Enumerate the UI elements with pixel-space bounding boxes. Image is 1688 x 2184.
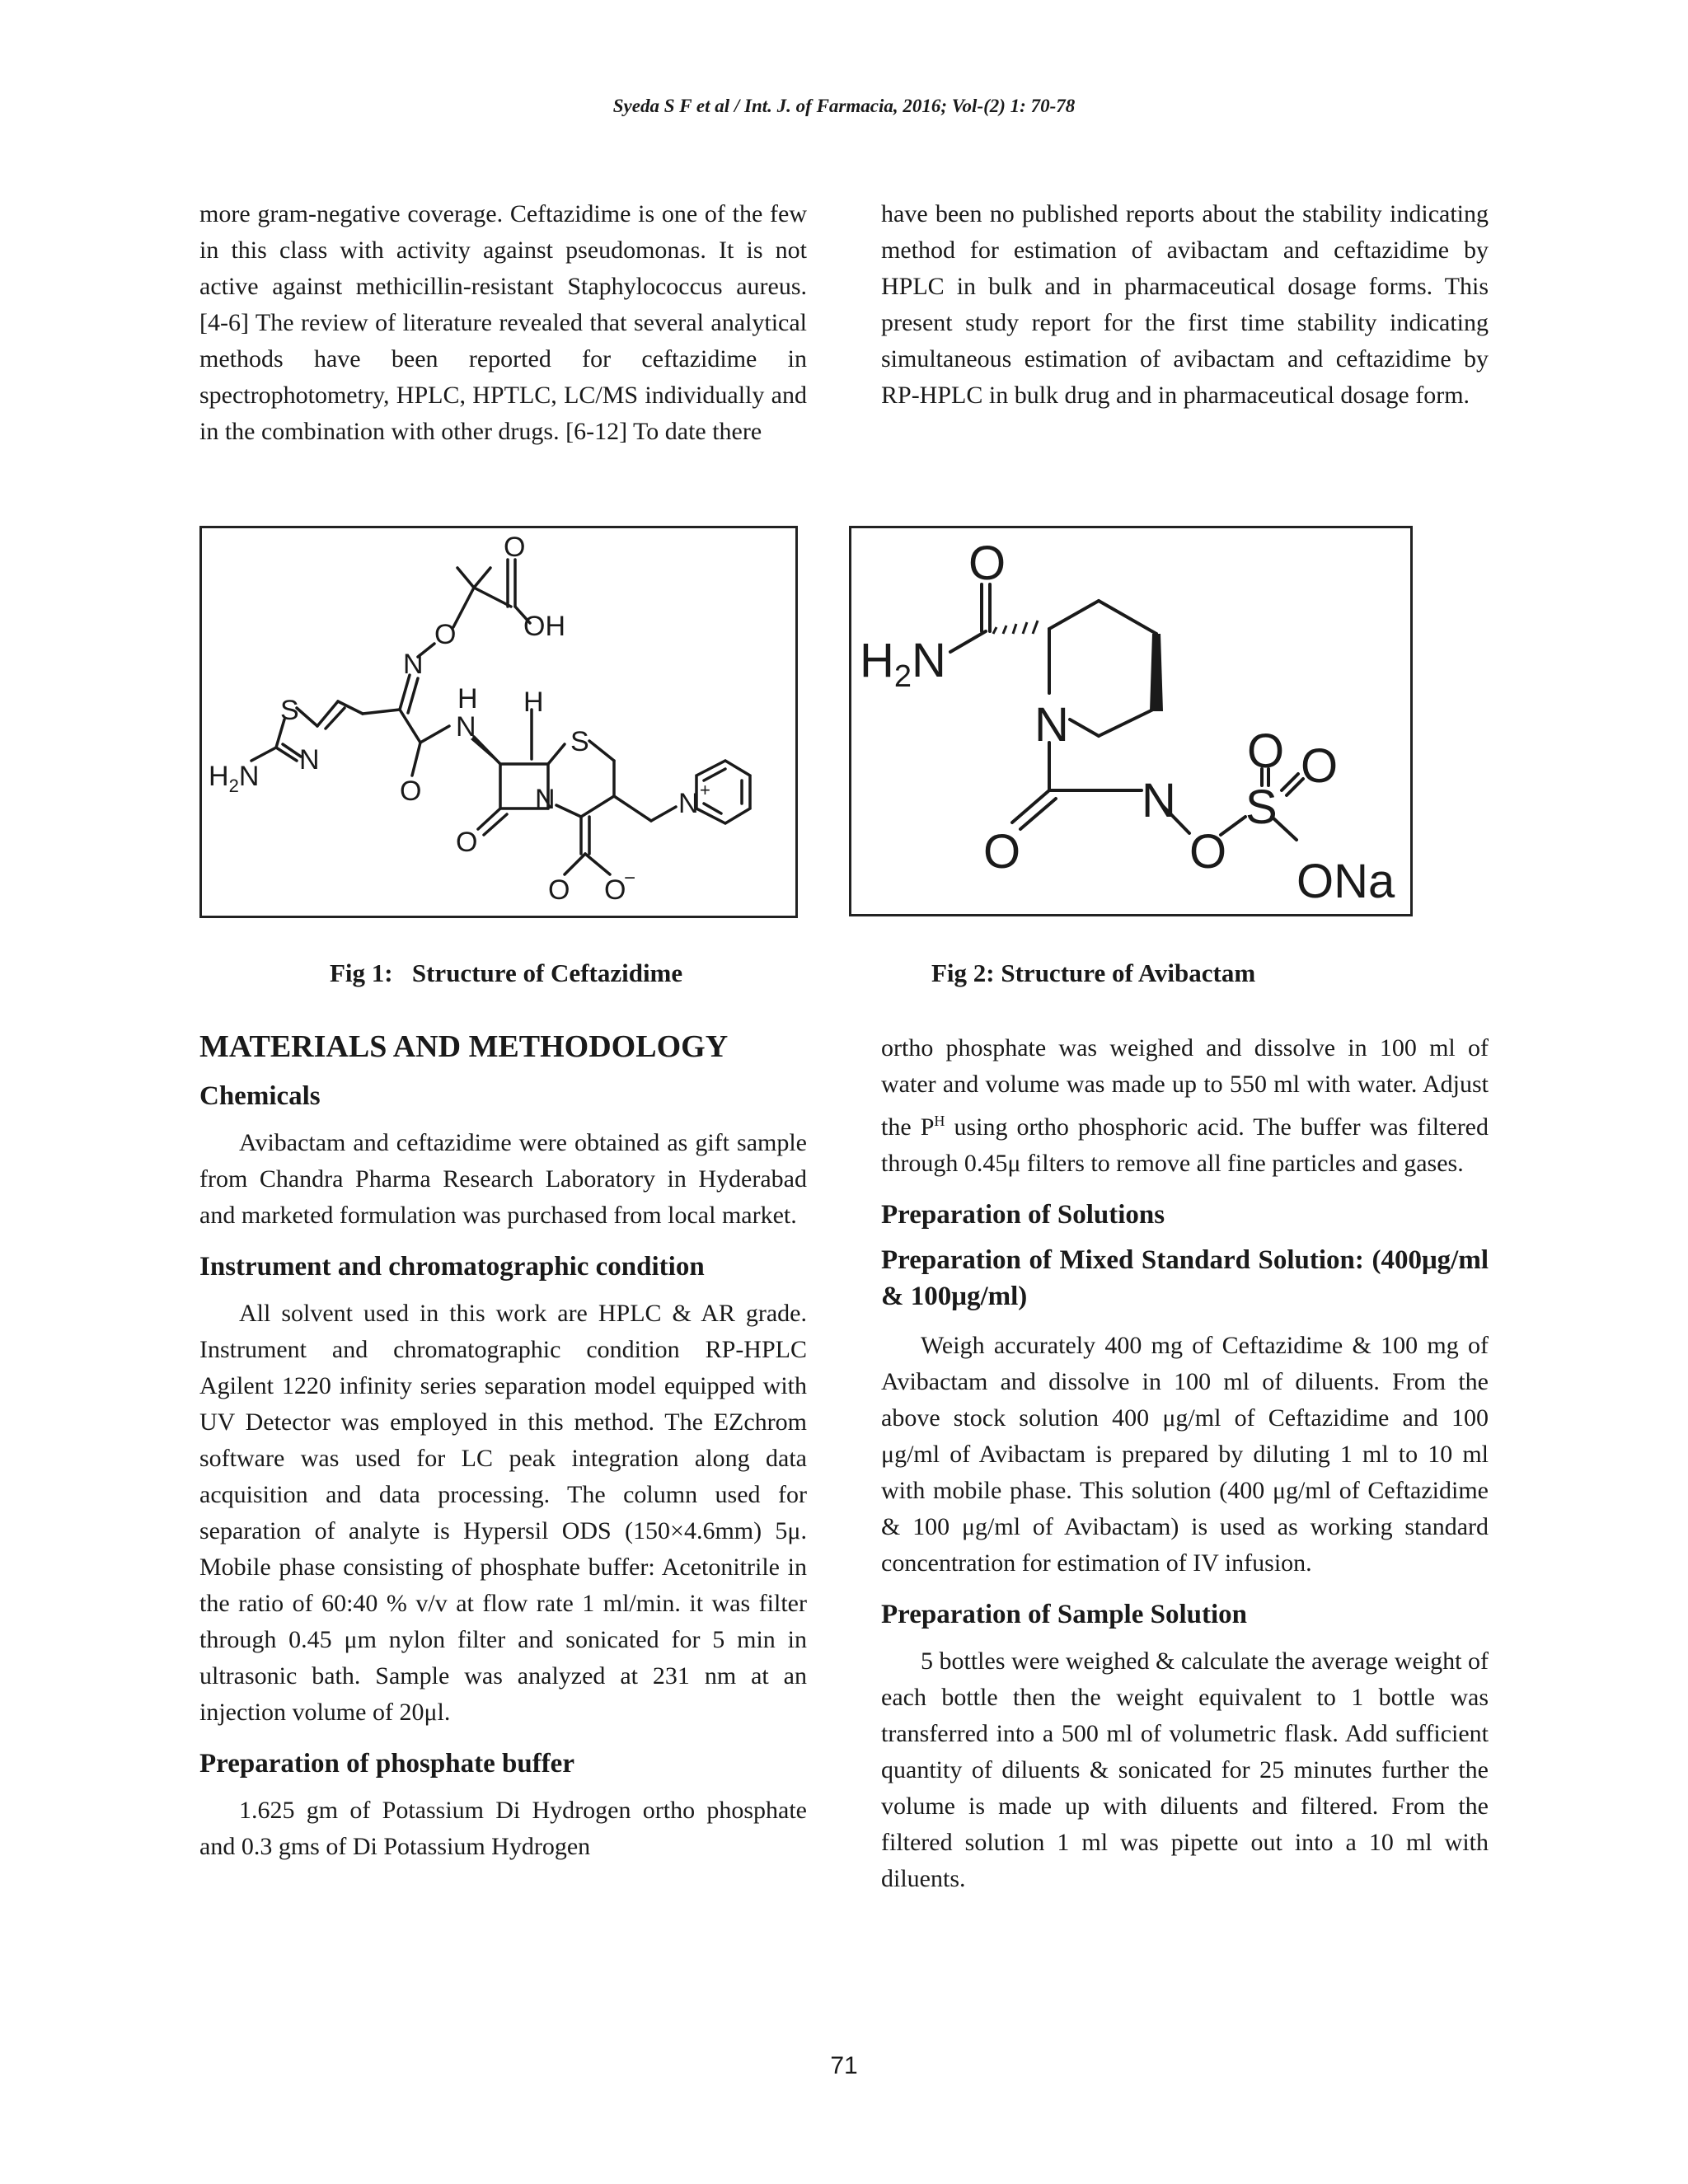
fig2-atom-n1: N <box>1034 698 1069 752</box>
instrument-paragraph: All solvent used in this work are HPLC & AR grade. Instrument and chromatographic condition RP-HPLC Agilent 1220 infinity series separation model equipped with UV Detector was employed in this method. The EZchrom software was used for LC peak integration along data acquisition and data processing. The column used for separation of analyte is Hypersil ODS (150×4.6mm) 5μ. Mobile phase consisting of phosphate buffer: Acetonitrile in the ratio of 60:40 % v/v at flow rate 1 ml/min. it was filter through 0.45 μm nylon filter and sonicated for 5 min in ultrasonic bath. Sample was analyzed at 231 nm at an injection volume of 20μl. <box>199 1300 807 1726</box>
fig2-atom-ona: ONa <box>1296 855 1395 908</box>
mixed-standard-heading: Preparation of Mixed Standard Solution: (400μg/ml & 100μg/ml) <box>881 1245 1489 1311</box>
fig2-atom-o-top: O <box>968 537 1006 590</box>
fig2-atom-o-sulfonyl-1: O <box>1247 724 1285 778</box>
fig1-atom-h-bridge: H <box>523 687 544 718</box>
fig2-atom-o-sulfonyl-2: O <box>1301 739 1339 793</box>
fig1-atom-n-lactam: N <box>535 784 556 815</box>
chemicals-paragraph: Avibactam and ceftazidime were obtained as gift sample from Chandra Pharma Research Laboratory in Hyderabad and marketed formulation was purchased from local market. <box>199 1129 807 1229</box>
phosphate-buffer-paragraph: 1.625 gm of Potassium Di Hydrogen ortho phosphate and 0.3 gms of Di Potassium Hydrogen <box>199 1797 807 1860</box>
intro-paragraph-right: have been no published reports about the stability indicating method for estimation of avibactam and ceftazidime by HPLC in bulk and in pharmaceutical dosage forms. This present study report for the first time stability indicating simultaneous estimation of avibactam and ceftazidime by RP-HPLC in bulk drug and in pharmaceutical dosage form. <box>881 200 1489 409</box>
fig1-atom-h-nh: H <box>457 683 478 715</box>
fig1-atom-o-amide: O <box>400 776 422 807</box>
buffer-continued-part-1: ortho phosphate was weighed and dissolve in 100 ml of water and volume was made up to 550 ml with water. Adjust the P <box>881 1034 1489 1141</box>
sample-solution-heading: Preparation of Sample Solution <box>881 1600 1248 1629</box>
fig1-amine-group <box>209 761 259 796</box>
fig1-atom-o-carboxylate-1: O <box>548 874 570 906</box>
fig1-atom-o-top: O <box>504 532 526 563</box>
intro-left-column <box>199 196 807 450</box>
phosphate-buffer-continued <box>881 1030 1489 1182</box>
fig1-atom-n-amide: N <box>456 711 476 743</box>
fig1-amine-h: H <box>209 761 229 792</box>
figure-ceftazidime <box>199 526 798 918</box>
fig2-amine-subscript: 2 <box>893 659 912 694</box>
fig1-atom-n-thiazole: N <box>299 744 320 776</box>
fig1-atom-n-pyridinium: N <box>678 788 699 819</box>
fig2-amine-n: N <box>912 634 946 687</box>
fig2-atom-o-carbonyl: O <box>983 825 1021 879</box>
fig1-amine-n: N <box>238 761 260 792</box>
buffer-continued-part-2: using ortho phosphoric acid. The buffer was filtered through 0.45μ filters to remove all fine particles and gases. <box>881 1113 1489 1177</box>
fig1-atom-o-lactam: O <box>456 827 478 858</box>
fig2-atom-s: S <box>1245 780 1278 834</box>
intro-right-column <box>881 196 1489 414</box>
page-number: 71 <box>830 2052 858 2079</box>
running-header: Syeda S F et al / Int. J. of Farmacia, 2016; Vol-(2) 1: 70-78 <box>612 96 1076 116</box>
methods-left-column <box>199 1029 807 1865</box>
fig2-atom-n2: N <box>1142 774 1176 827</box>
sample-solution-paragraph: 5 bottles were weighed & calculate the average weight of each bottle then the weight equivalent to 1 bottle was transferred into a 500 ml of volumetric flask. Add sufficient quantity of diluents & sonicated for 25 minutes further the volume is made up with diluents and filtered. From the filtered solution 1 ml was pipette out into a 10 ml with diluents. <box>881 1647 1489 1892</box>
ceftazidime-structure-diagram <box>202 528 795 916</box>
fig1-minus-charge: − <box>624 867 636 889</box>
phosphate-buffer-heading: Preparation of phosphate buffer <box>199 1749 574 1779</box>
fig1-atom-s-thiazole: S <box>280 695 299 726</box>
fig1-atom-oh: OH <box>523 611 565 642</box>
instrument-heading: Instrument and chromatographic condition <box>199 1252 705 1282</box>
avibactam-structure-diagram <box>851 528 1410 914</box>
ph-superscript: H <box>934 1113 945 1129</box>
fig2-atom-o-link: O <box>1189 825 1227 879</box>
fig1-atom-o-ether: O <box>434 619 457 650</box>
fig1-atom-n-oxime: N <box>403 649 424 680</box>
materials-methodology-heading: MATERIALS AND METHODOLOGY <box>199 1029 729 1064</box>
fig1-atom-s-ring: S <box>570 726 589 757</box>
chemicals-heading: Chemicals <box>199 1081 321 1111</box>
fig2-amine-h: H <box>860 634 894 687</box>
figure-2-caption: Fig 2: Structure of Avibactam <box>931 958 1256 987</box>
fig2-amine-group <box>860 634 946 694</box>
fig1-atom-o-carboxylate-2: O <box>604 874 626 906</box>
figure-avibactam <box>849 526 1413 916</box>
methods-right-column <box>881 1030 1489 1897</box>
figure-1-caption: Fig 1: Structure of Ceftazidime <box>330 958 683 987</box>
fig1-amine-subscript: 2 <box>228 776 239 796</box>
mixed-standard-paragraph: Weigh accurately 400 mg of Ceftazidime & 100 mg of Avibactam and dissolve in 100 ml of diluents. From the above stock solution 400 μg/ml of Ceftazidime and 100 μg/ml of Avibactam is prepared by diluting 1 ml to 10 ml with mobile phase. This solution (400 μg/ml of Ceftazidime & 100 μg/ml of Avibactam) is used as working standard concentration for estimation of IV infusion. <box>881 1332 1489 1577</box>
fig1-plus-charge: + <box>700 780 710 800</box>
preparation-solutions-heading: Preparation of Solutions <box>881 1200 1165 1230</box>
intro-paragraph-left: more gram-negative coverage. Ceftazidime is one of the few in this class with activity against pseudomonas. It is not active against methicillin-resistant Staphylococcus aureus. [4-6] The review of literature revealed that several analytical methods have been reported for ceftazidime in spectrophotometry, HPLC, HPTLC, LC/MS individually and in the combination with other drugs. [6-12] To date there <box>199 200 807 445</box>
